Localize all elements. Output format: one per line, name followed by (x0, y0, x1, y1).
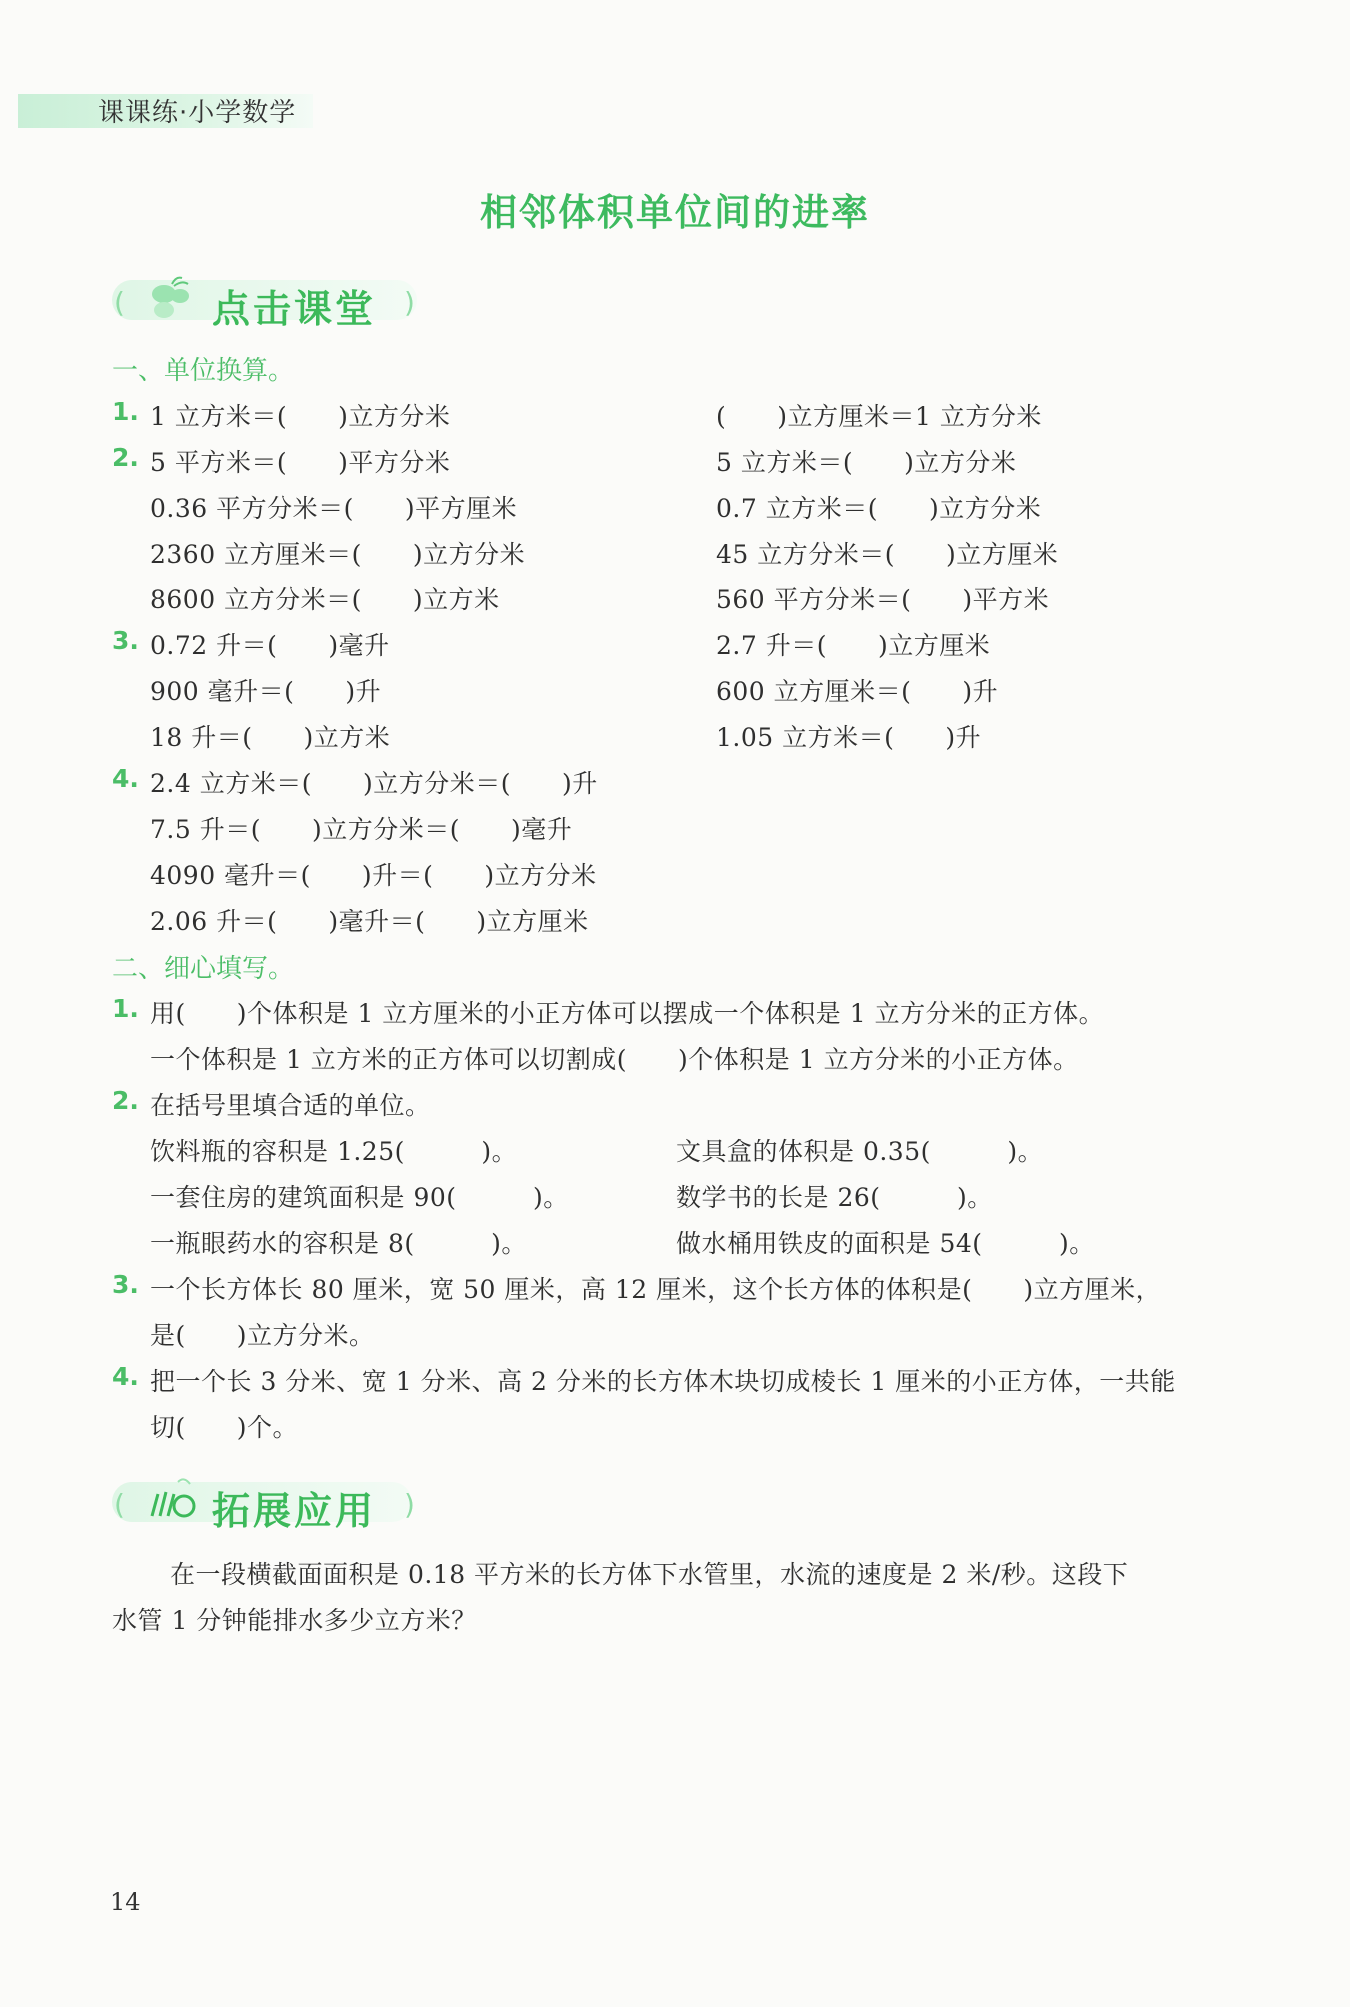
extension-problem-line: 在一段横截面面积是 0.18 平方米的长方体下水管里，水流的速度是 2 米/秒。这段下 (170, 1560, 1129, 1589)
q-number: 2. (112, 443, 139, 472)
question-line: 是( )立方分米。 (150, 1321, 375, 1350)
conversion-item: 7.5 升＝( )立方分米＝( )毫升 (150, 815, 573, 844)
section2-heading: 二、细心填写。 (112, 954, 295, 984)
snail-icon (144, 1476, 198, 1530)
conversion-item: 600 立方厘米＝( )升 (716, 677, 999, 706)
conversion-item: 8600 立方分米＝( )立方米 (150, 585, 500, 614)
fill-unit-item: 一瓶眼药水的容积是 8( )。 (150, 1229, 527, 1258)
question-line: 一个长方体长 80 厘米，宽 50 厘米，高 12 厘米，这个长方体的体积是( )立方厘米， (150, 1275, 1162, 1304)
q-number: 2. (112, 1086, 139, 1115)
banner-classroom (112, 274, 432, 330)
conversion-item: 2.4 立方米＝( )立方分米＝( )升 (150, 769, 598, 798)
butterfly-icon (144, 274, 198, 328)
fill-unit-item: 一套住房的建筑面积是 90( )。 (150, 1183, 569, 1212)
right-bracket-deco: ) (404, 286, 415, 319)
conversion-item: 2.06 升＝( )毫升＝( )立方厘米 (150, 907, 589, 936)
banner-extension (112, 1476, 432, 1532)
fill-unit-item: 饮料瓶的容积是 1.25( )。 (150, 1137, 518, 1166)
conversion-item: 900 毫升＝( )升 (150, 677, 382, 706)
conversion-item: 18 升＝( )立方米 (150, 723, 391, 752)
conversion-item: 1.05 立方米＝( )升 (716, 723, 982, 752)
left-bracket-deco: ( (114, 1488, 125, 1521)
extension-problem-line: 水管 1 分钟能排水多少立方米？ (112, 1606, 477, 1635)
q-number: 4. (112, 1362, 139, 1391)
question-line: 一个体积是 1 立方米的正方体可以切割成( )个体积是 1 立方分米的小正方体。 (150, 1045, 1079, 1074)
book-title: 课课练·小学数学 (98, 98, 297, 128)
q-number: 3. (112, 626, 139, 655)
banner-classroom-label: 点击课堂 (212, 287, 377, 331)
conversion-item: 0.7 立方米＝( )立方分米 (716, 494, 1042, 523)
conversion-item: ( )立方厘米＝1 立方分米 (716, 402, 1042, 431)
right-bracket-deco: ) (404, 1488, 415, 1521)
q-number: 3. (112, 1270, 139, 1299)
conversion-item: 5 立方米＝( )立方分米 (716, 448, 1017, 477)
conversion-item: 1 立方米＝( )立方分米 (150, 402, 451, 431)
question-line: 把一个长 3 分米、宽 1 分米、高 2 分米的长方体木块切成棱长 1 厘米的小正方体，一共能 (150, 1367, 1176, 1396)
question-line: 用( )个体积是 1 立方厘米的小正方体可以摆成一个体积是 1 立方分米的正方体。 (150, 999, 1105, 1028)
conversion-item: 45 立方分米＝( )立方厘米 (716, 540, 1059, 569)
page-title: 相邻体积单位间的进率 (480, 191, 870, 234)
fill-unit-item: 数学书的长是 26( )。 (676, 1183, 993, 1212)
conversion-item: 560 平方分米＝( )平方米 (716, 585, 1050, 614)
page-number: 14 (110, 1888, 141, 1916)
q-number: 1. (112, 994, 139, 1023)
q-number: 4. (112, 764, 139, 793)
question-line: 切( )个。 (150, 1413, 299, 1442)
conversion-item: 5 平方米＝( )平方分米 (150, 448, 451, 477)
conversion-item: 0.72 升＝( )毫升 (150, 631, 390, 660)
conversion-item: 0.36 平方分米＝( )平方厘米 (150, 494, 518, 523)
section1-heading: 一、单位换算。 (112, 356, 295, 386)
conversion-item: 2.7 升＝( )立方厘米 (716, 631, 991, 660)
conversion-item: 4090 毫升＝( )升＝( )立方分米 (150, 861, 597, 890)
conversion-item: 2360 立方厘米＝( )立方分米 (150, 540, 526, 569)
left-bracket-deco: ( (114, 286, 125, 319)
banner-extension-label: 拓展应用 (212, 1489, 377, 1533)
fill-unit-item: 做水桶用铁皮的面积是 54( )。 (676, 1229, 1095, 1258)
q-number: 1. (112, 397, 139, 426)
question-line: 在括号里填合适的单位。 (150, 1091, 431, 1120)
fill-unit-item: 文具盒的体积是 0.35( )。 (676, 1137, 1044, 1166)
